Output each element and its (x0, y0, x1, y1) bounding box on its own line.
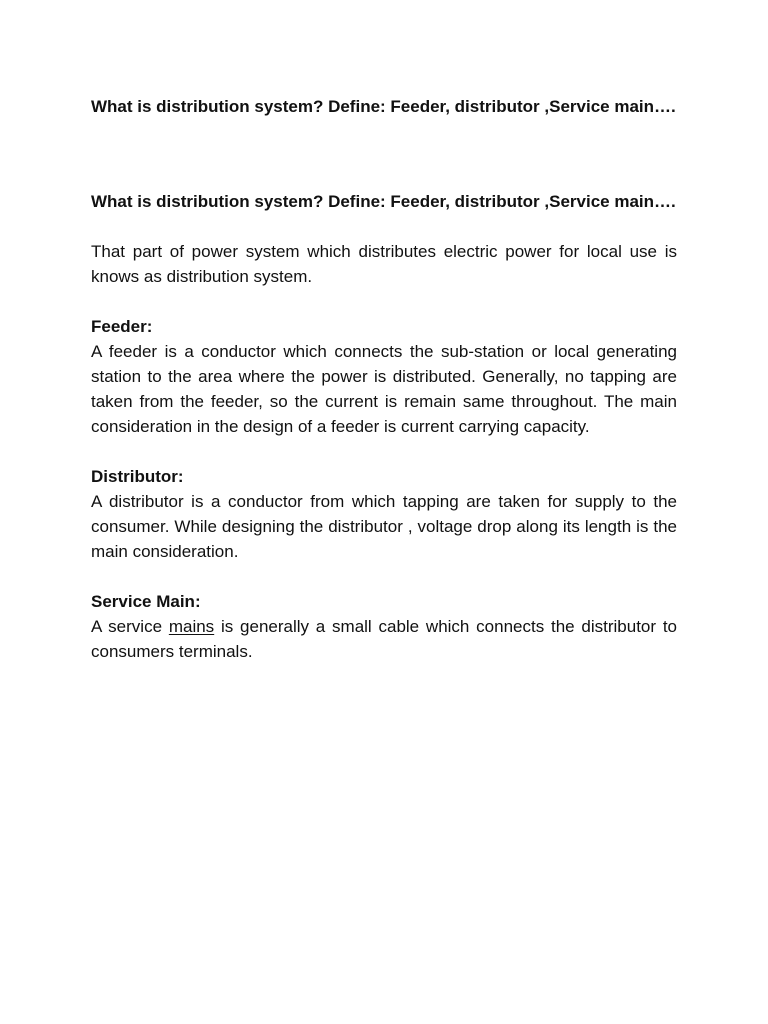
distributor-section (91, 464, 677, 564)
feeder-heading: Feeder: (91, 317, 153, 336)
distributor-paragraph: A distributor is a conductor from which tapping are taken for supply to the consumer. While designing the distributor , voltage drop along its length is the main consideration. (91, 492, 677, 561)
distributor-heading: Distributor: (91, 467, 184, 486)
service-main-paragraph (91, 614, 677, 664)
document-page (91, 94, 677, 689)
feeder-paragraph: A feeder is a conductor which connects the sub-station or local generating station to the area where the power is distributed. Generally, no tapping are taken from the feeder, so the current is remain same throughout. The main consideration in the design of a feeder is current carrying capacity. (91, 342, 677, 436)
service-main-heading: Service Main: (91, 592, 201, 611)
page-title: What is distribution system? Define: Feeder, distributor ,Service main…. (91, 97, 676, 116)
feeder-section (91, 314, 677, 439)
section-title: What is distribution system? Define: Feeder, distributor ,Service main…. (91, 192, 676, 211)
service-main-text-end: is generally a small cable which connects the distributor to consumers terminals. (91, 617, 678, 661)
intro-paragraph: That part of power system which distributes electric power for local use is knows as distribution system. (91, 242, 677, 286)
service-main-text-start: A service (91, 617, 169, 636)
underlined-word: mains (168, 617, 215, 636)
service-main-section (91, 589, 677, 664)
